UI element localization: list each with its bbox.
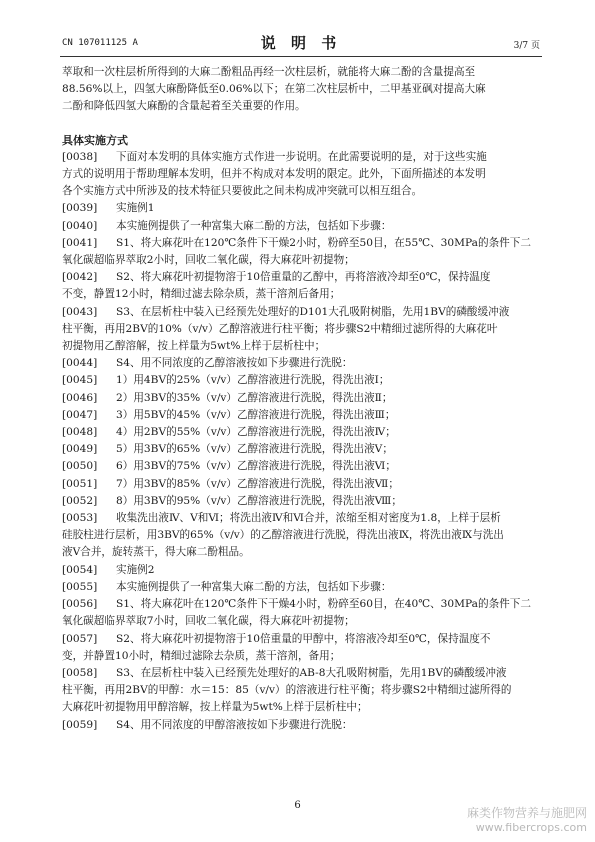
text-line: [62, 200, 540, 217]
numbered-paragraph: [62, 200, 540, 217]
numbered-paragraph: [62, 579, 540, 596]
paragraph-text: S2、将大麻花叶初提物溶于10倍重量的甲醇中，将溶液冷却至0℃，保持温度不: [116, 632, 491, 645]
numbered-paragraph: [62, 493, 540, 510]
text-line: 柱平衡，再用2BV的10%（v/v）乙醇溶液进行柱平衡；将步骤S2中精细过滤所得的大麻花叶: [62, 322, 498, 335]
numbered-paragraph: [62, 390, 540, 407]
text-line: 硅胶柱进行层析，用3BV的65%（v/v）的乙醇溶液进行洗脱，得洗出液Ⅸ，将洗出液Ⅸ与洗出: [62, 529, 504, 542]
numbered-paragraph: [62, 631, 540, 665]
paragraph-text: 7）用3BV的85%（v/v）乙醇溶液进行洗脱，得洗出液Ⅶ；: [116, 477, 399, 490]
watermark-url: www.fibercrops.com: [475, 821, 587, 834]
paragraph-number: [0057]: [62, 632, 98, 645]
watermark: [467, 804, 587, 834]
paragraph-text: 实施例1: [116, 202, 155, 215]
numbered-paragraph: [62, 235, 540, 269]
text-line: [62, 304, 540, 321]
text-line: 液Ⅴ合并，旋转蒸干，得大麻二酚粗品。: [62, 546, 250, 559]
paragraph-number: [0058]: [62, 666, 98, 679]
page-header: [62, 32, 540, 52]
numbered-paragraph: [62, 458, 540, 475]
paragraph-number: [0052]: [62, 494, 98, 507]
numbered-paragraph: [62, 441, 540, 458]
text-line: [62, 269, 540, 286]
paragraph-text: 3）用5BV的45%（v/v）乙醇溶液进行洗脱，得洗出液Ⅲ；: [116, 408, 396, 421]
text-line: [62, 665, 540, 682]
paragraph-number: [0039]: [62, 202, 98, 215]
paragraph-number: [0042]: [62, 271, 98, 284]
text-line: 各个实施方式中所涉及的技术特征只要彼此之间未构成冲突就可以相互组合。: [62, 185, 423, 198]
paragraph-text: 5）用3BV的65%（v/v）乙醇溶液进行洗脱，得洗出液Ⅴ；: [116, 443, 393, 456]
text-line: [62, 441, 540, 458]
paragraph-text: 4）用2BV的55%（v/v）乙醇溶液进行洗脱，得洗出液Ⅳ；: [116, 426, 396, 439]
paragraph-number: [0056]: [62, 598, 98, 611]
paragraph-text: S3、在层析柱中装入已经预先处理好的AB-8大孔吸附树脂，先用1BV的磷酸缓冲液: [116, 666, 507, 679]
page-number: 6: [294, 800, 301, 811]
text-line: [62, 407, 540, 424]
paragraph-number: [0049]: [62, 443, 98, 456]
text-line: [62, 562, 540, 579]
paragraph-number: [0053]: [62, 512, 98, 525]
text-line: [62, 390, 540, 407]
text-line: 88.56%以上，四氢大麻酚降低至0.06%以下；在第二次柱层析中，二甲基亚砜对提高大麻: [62, 83, 486, 96]
text-line: 不变，静置12小时，精细过滤去除杂质，蒸干溶剂后备用；: [62, 288, 341, 301]
paragraph-text: 本实施例提供了一种富集大麻二酚的方法，包括如下步骤：: [116, 580, 392, 593]
paragraph-text: S1、将大麻花叶在120℃条件下干燥2小时，粉碎至50目，在55℃、30MPa的条件下二: [116, 236, 531, 249]
paragraph-number: [0041]: [62, 236, 98, 249]
paragraph-number: [0043]: [62, 305, 98, 318]
numbered-paragraph: [62, 510, 540, 562]
text-line: [62, 235, 540, 252]
numbered-paragraph: [62, 407, 540, 424]
paragraph-number: [0046]: [62, 391, 98, 404]
text-line: 变，并静置10小时，精细过滤除去杂质，蒸干溶剂，备用；: [62, 649, 341, 662]
text-line: 氧化碳超临界萃取2小时，回收二氧化碳，得大麻花叶初提物；: [62, 254, 355, 267]
paragraph-number: [0050]: [62, 460, 98, 473]
paragraph-text: 实施例2: [116, 563, 155, 576]
text-line: [62, 510, 540, 527]
paragraph-number: [0059]: [62, 718, 98, 731]
patent-number: CN 107011125 A: [62, 38, 138, 48]
text-line: [62, 355, 540, 372]
text-line: [62, 631, 540, 648]
text-line: 氧化碳超临界萃取7小时，回收二氧化碳，得大麻花叶初提物；: [62, 615, 355, 628]
text-line: [62, 717, 540, 734]
numbered-paragraph: [62, 596, 540, 630]
text-line: 初提物用乙醇溶解，按上样量为5wt%上样于层析柱中；: [62, 340, 326, 353]
paragraph-number: [0055]: [62, 580, 98, 593]
paragraph-number: [0040]: [62, 219, 98, 232]
text-line: 柱平衡，再用2BV的甲醇：水＝15：85（v/v）的溶液进行柱平衡；将步骤S2中精细过滤所得的: [62, 684, 512, 697]
text-line: 大麻花叶初提物用甲醇溶解，按上样量为5wt%上样于层析柱中；: [62, 701, 368, 714]
numbered-paragraph: [62, 562, 540, 579]
text-line: [62, 372, 540, 389]
text-line: 方式的说明用于帮助理解本发明，但并不构成对本发明的限定。此外，下面所描述的本发明: [62, 168, 486, 181]
paragraph-list: [62, 149, 540, 734]
text-line: 二酚和降低四氢大麻酚的含量起着至关重要的作用。: [62, 100, 306, 113]
paragraph-number: [0048]: [62, 426, 98, 439]
text-line: 萃取和一次柱层析所得到的大麻二酚粗品再经一次柱层析，就能将大麻二酚的含量提高至: [62, 66, 476, 78]
numbered-paragraph: [62, 717, 540, 734]
document-title: 说 明 书: [260, 34, 342, 52]
numbered-paragraph: [62, 665, 540, 717]
text-line: [62, 149, 540, 166]
header-rule: [60, 56, 542, 57]
paragraph-text: 本实施例提供了一种富集大麻二酚的方法，包括如下步骤：: [116, 219, 392, 232]
text-line: [62, 493, 540, 510]
text-line: [62, 579, 540, 596]
text-line: [62, 424, 540, 441]
numbered-paragraph: [62, 476, 540, 493]
numbered-paragraph: [62, 218, 540, 235]
paragraph-text: S4、用不同浓度的乙醇溶液按如下步骤进行洗脱：: [116, 357, 353, 370]
paragraph-number: [0045]: [62, 374, 98, 387]
numbered-paragraph: [62, 304, 540, 356]
intro-paragraph: [62, 64, 540, 116]
numbered-paragraph: [62, 149, 540, 201]
paragraph-text: 收集洗出液Ⅳ、Ⅴ和Ⅵ；将洗出液Ⅳ和Ⅵ合并，浓缩至相对密度为1.8，上样于层析: [116, 512, 501, 525]
paragraph-text: 8）用3BV的95%（v/v）乙醇溶液进行洗脱，得洗出液Ⅷ；: [116, 494, 402, 507]
text-line: [62, 458, 540, 475]
watermark-name: 麻类作物营养与施肥网: [466, 806, 587, 820]
numbered-paragraph: [62, 355, 540, 372]
paragraph-text: 6）用3BV的75%（v/v）乙醇溶液进行洗脱，得洗出液Ⅵ；: [116, 460, 396, 473]
section-title: 具体实施方式: [62, 133, 128, 147]
paragraph-text: S2、将大麻花叶初提物溶于10倍重量的乙醇中，再将溶液冷却至0℃，保持温度: [116, 271, 491, 284]
page-indicator: 3/7 页: [513, 41, 540, 51]
paragraph-number: [0051]: [62, 477, 98, 490]
text-line: [62, 596, 540, 613]
numbered-paragraph: [62, 269, 540, 303]
text-line: [62, 476, 540, 493]
paragraph-text: S1、将大麻花叶在120℃条件下干燥4小时，粉碎至60目，在40℃、30MPa的条件下二: [116, 598, 531, 611]
paragraph-number: [0047]: [62, 408, 98, 421]
paragraph-number: [0044]: [62, 357, 98, 370]
paragraph-text: 下面对本发明的具体实施方式作进一步说明。在此需要说明的是，对于这些实施: [116, 150, 487, 163]
paragraph-text: 1）用4BV的25%（v/v）乙醇溶液进行洗脱，得洗出液Ⅰ；: [116, 374, 390, 387]
text-line: [62, 218, 540, 235]
paragraph-number: [0054]: [62, 563, 98, 576]
numbered-paragraph: [62, 372, 540, 389]
paragraph-number: [0038]: [62, 150, 98, 163]
numbered-paragraph: [62, 424, 540, 441]
paragraph-text: S4、用不同浓度的甲醇溶液按如下步骤进行洗脱：: [116, 718, 353, 731]
paragraph-text: S3、在层析柱中装入已经预先处理好的D101大孔吸附树脂，先用1BV的磷酸缓冲液: [116, 305, 510, 318]
document-body: [62, 64, 540, 734]
paragraph-text: 2）用3BV的35%（v/v）乙醇溶液进行洗脱，得洗出液Ⅱ；: [116, 391, 393, 404]
